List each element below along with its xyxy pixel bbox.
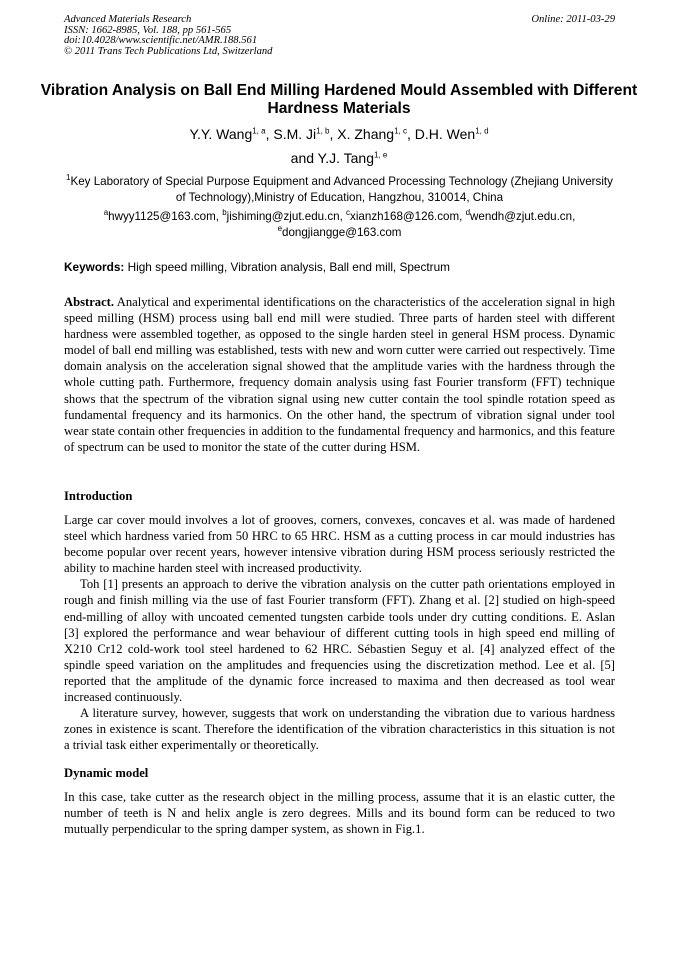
abstract-label: Abstract. <box>64 295 115 309</box>
email-address: jishiming@zjut.edu.cn <box>226 210 340 223</box>
author-separator: , <box>407 126 415 142</box>
email-superscript: a <box>103 208 109 218</box>
author-emails <box>64 209 615 240</box>
email-separator: , <box>459 210 466 223</box>
author-superscript: 1, d <box>475 126 489 136</box>
abstract-text: Analytical and experimental identifications on the characteristics of the acceleration signal in high speed milling (HSM) process using ball end mill were studied. Three parts of harden steel with different hardness were assembled together, as opposed to the single harden steel in general HSM process. Dynamic model of ball end milling was established, tests with new and worn cutter were carried out respectively. Time domain analysis on the acceleration signal showed that the amplitude varies with the hardness through the whole cutting path. Furthermore, frequency domain analysis using fast Fourier transform (FFT) technique shows that the spectrum of the vibration signal using new cutter contain the tool spindle rotation speed as fundamental frequency and its harmonics. On the other hand, the spectrum of vibration signal under tool wear state contain other frequencies in addition to the fundamental frequency and harmonics, and this feature of spectrum can be used to monitor the state of the cutter during HSM. <box>64 295 615 454</box>
author-name: X. Zhang <box>337 126 395 142</box>
email-address: hwyy1125@163.com <box>108 210 216 223</box>
affiliation <box>64 174 615 205</box>
author-name: Y.Y. Wang <box>189 126 253 142</box>
author-and: and <box>290 150 318 166</box>
email-superscript: b <box>222 208 227 218</box>
affiliation-superscript: 1 <box>66 173 71 183</box>
email-separator: , <box>215 210 223 223</box>
copyright-line: © 2011 Trans Tech Publications Ltd, Switzerland <box>64 45 273 57</box>
author-line-2 <box>30 146 648 170</box>
affiliation-text: Key Laboratory of Special Purpose Equipment and Advanced Processing Technology (Zhejiang University of Technology),Ministry of Education, Hangzhou, 310014, China <box>70 175 613 204</box>
online-date: Online: 2011-03-29 <box>531 14 615 25</box>
author-superscript: 1, b <box>316 126 330 136</box>
paper-title: Vibration Analysis on Ball End Milling Hardened Mould Assembled with Different Hardness Materials <box>40 82 638 117</box>
dynamic-model-body <box>64 789 615 837</box>
paragraph: Toh [1] presents an approach to derive the vibration analysis on the cutter path orientations employed in rough and finish milling via the use of fast Fourier transform (FFT). Zhang et al. [2] studied on high-speed end-milling of alloy with uncoated cemented tungsten carbide tools under dry cutting conditions. E. Aslan [3] explored the performance and wear behaviour of different cutting tools in high speed end milling of X210 Cr12 cold-work tool steel hardened to 62 HRC. Sébastien Seguy et al. [4] analyzed effect of the spindle speed variation on the amplitudes and frequencies using the discretization method. Lee et al. [5] reported that the amplitude of the dynamic force increased to maxima and then decreased as tool wear increased continuously. <box>64 577 615 705</box>
section-heading-dynamic-model: Dynamic model <box>64 766 149 780</box>
author-superscript: 1, e <box>373 150 388 160</box>
author-superscript: 1, c <box>394 126 407 136</box>
section-heading-introduction: Introduction <box>64 489 133 503</box>
email-separator: , <box>339 210 347 223</box>
author-superscript: 1, a <box>252 126 266 136</box>
issn-line: ISSN: 1662-8985, Vol. 188, pp 561-565 <box>64 24 232 36</box>
paragraph: In this case, take cutter as the research object in the milling process, assume that it is an elastic cutter, the number of teeth is N and helix angle is zero degrees. Mills and its bound form can be reduced to two mutually perpendicular to the spring damper system, as shown in Fig.1. <box>64 790 615 837</box>
abstract <box>64 294 615 455</box>
author-name: Y.J. Tang <box>317 150 374 166</box>
journal-header <box>64 15 615 57</box>
author-name: S.M. Ji <box>273 126 317 142</box>
email-separator: , <box>572 210 576 223</box>
author-name: D.H. Wen <box>414 126 476 142</box>
email-superscript: c <box>346 208 351 218</box>
email-superscript: d <box>465 208 471 218</box>
email-address: xianzh168@126.com <box>350 210 460 223</box>
keywords-label: Keywords: <box>64 260 125 274</box>
author-separator: , <box>329 126 338 142</box>
author-line-1 <box>30 122 648 146</box>
author-separator: , <box>265 126 274 142</box>
introduction-body <box>64 512 615 753</box>
keywords-text: High speed milling, Vibration analysis, Ball end mill, Spectrum <box>127 260 450 274</box>
keywords <box>64 260 615 274</box>
paragraph: Large car cover mould involves a lot of grooves, corners, convexes, concaves et al. was made of hardened steel which hardness varied from 50 HRC to 65 HRC. HSM as a cutting process in car mould industries has become popular over recent years, however intensive vibration during HSM process seriously restricted the ability to machine harden steel with increased productivity. <box>64 513 615 576</box>
journal-name: Advanced Materials Research <box>64 14 192 25</box>
doi-line: doi:10.4028/www.scientific.net/AMR.188.561 <box>64 35 258 47</box>
email-address: dongjiangge@163.com <box>282 225 402 239</box>
email-address: wendh@zjut.edu.cn <box>470 210 573 223</box>
author-list <box>30 122 648 170</box>
email-superscript: e <box>277 223 283 233</box>
paragraph: A literature survey, however, suggests that work on understanding the vibration due to various hardness zones in existence is scant. Therefore the identification of the vibration characteristics in this situation is not a trivial task either experimentally or theoretically. <box>64 706 615 753</box>
